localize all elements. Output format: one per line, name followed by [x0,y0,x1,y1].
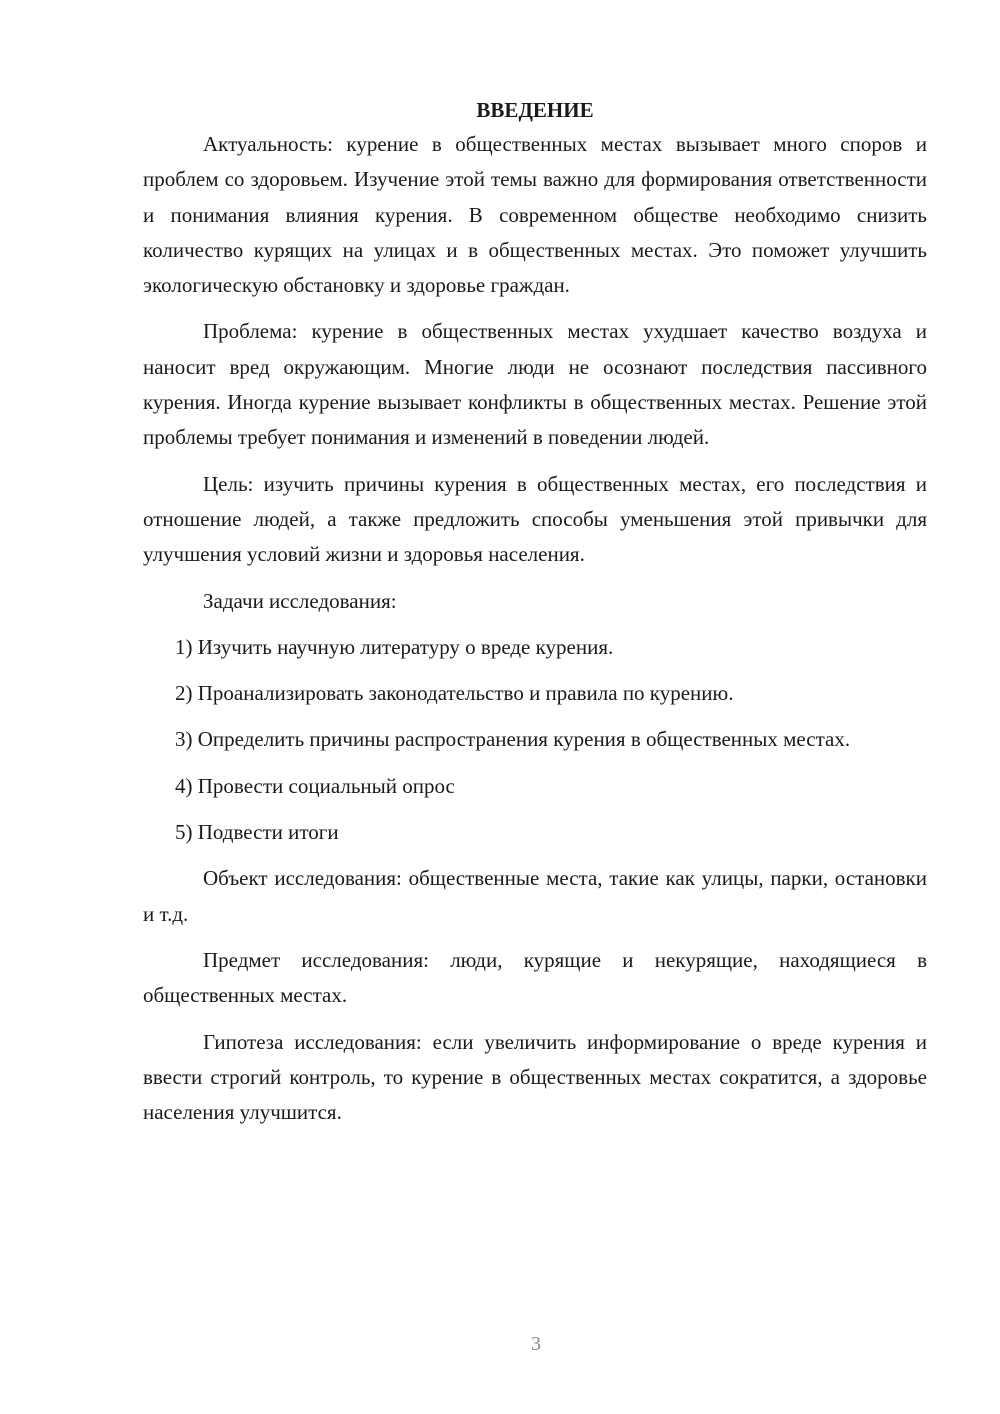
object-paragraph: Объект исследования: общественные места, такие как улицы, парки, остановки и т.д. [143,866,927,926]
document-page [143,94,927,1130]
goal-paragraph: Цель: изучить причины курения в общественных местах, его последствия и отношение людей, а также предложить способы уменьшения этой привычки для улучшения условий жизни и здоровья населения. [143,471,927,567]
relevance-paragraph: Актуальность: курение в общественных местах вызывает много споров и проблем со здоровьем. Изучение этой темы важно для формирования ответственности и понимания влияния курения. В современном обществе необходимо снизить количество курящих на улицах и в общественных местах. Это поможет улучшить экологическую обстановку и здоровье граждан. [143,132,927,298]
problem-paragraph: Проблема: курение в общественных местах ухудшает качество воздуха и наносит вред окружающим. Многие люди не осознают последствия пассивного курения. Иногда курение вызывает конфликты в общественных местах. Решение этой проблемы требует понимания и изменений в поведении людей. [143,319,927,450]
list-item: 1) Изучить научную литературу о вреде курения. [175,634,614,659]
tasks-title: Задачи исследования: [203,588,397,613]
page-title: ВВЕДЕНИЕ [476,98,594,122]
list-item: 2) Проанализировать законодательство и правила по курению. [175,681,734,706]
page-number: 3 [531,1333,541,1355]
list-item: 5) Подвести итоги [175,820,339,845]
list-item: 4) Провести социальный опрос [175,773,455,798]
hypothesis-paragraph: Гипотеза исследования: если увеличить информирование о вреде курения и ввести строгий контроль, то курение в общественных местах сократится, а здоровье населения улучшится. [143,1029,927,1125]
subject-paragraph: Предмет исследования: люди, курящие и некурящие, находящиеся в общественных местах. [143,947,927,1008]
list-item: 3) Определить причины распространения курения в общественных местах. [175,727,851,752]
